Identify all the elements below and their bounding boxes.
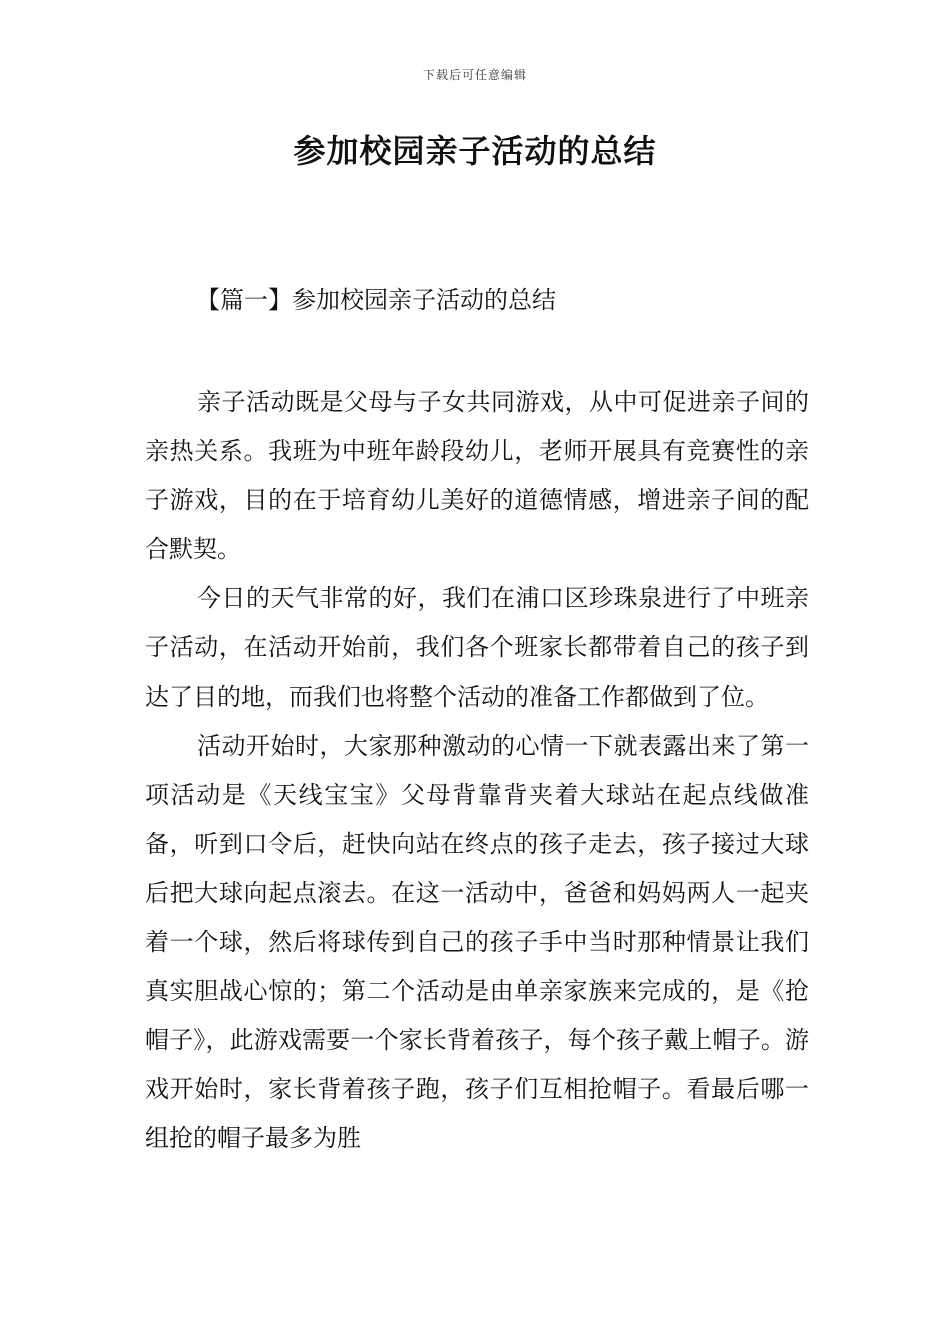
body-text [145,378,809,1164]
document-title: 参加校园亲子活动的总结 [293,132,657,170]
header-note: 下载后可任意编辑 [422,68,527,82]
paragraph-3: 活动开始时，大家那种激动的心情一下就表露出来了第一项活动是《天线宝宝》父母背靠背夹着大球站在起点线做准备，听到口令后，赶快向站在终点的孩子走去，孩子接过大球后把大球向起点滚去。在这一活动中，爸爸和妈妈两人一起夹着一个球，然后将球传到自己的孩子手中当时那种情景让我们真实胆战心惊的；第二个活动是由单亲家族来完成的，是《抢帽子》，此游戏需要一个家长背着孩子，每个孩子戴上帽子。游戏开始时，家长背着孩子跑，孩子们互相抢帽子。看最后哪一组抢的帽子最多为胜 [145,731,809,1153]
paragraph-2: 今日的天气非常的好，我们在浦口区珍珠泉进行了中班亲子活动，在活动开始前，我们各个班家长都带着自己的孩子到达了目的地，而我们也将整个活动的准备工作都做到了位。 [145,584,809,711]
paragraph-1: 亲子活动既是父母与子女共同游戏，从中可促进亲子间的亲热关系。我班为中班年龄段幼儿，老师开展具有竞赛性的亲子游戏，目的在于培育幼儿美好的道德情感，增进亲子间的配合默契。 [145,388,809,564]
section-heading: 【篇一】参加校园亲子活动的总结 [196,286,556,314]
